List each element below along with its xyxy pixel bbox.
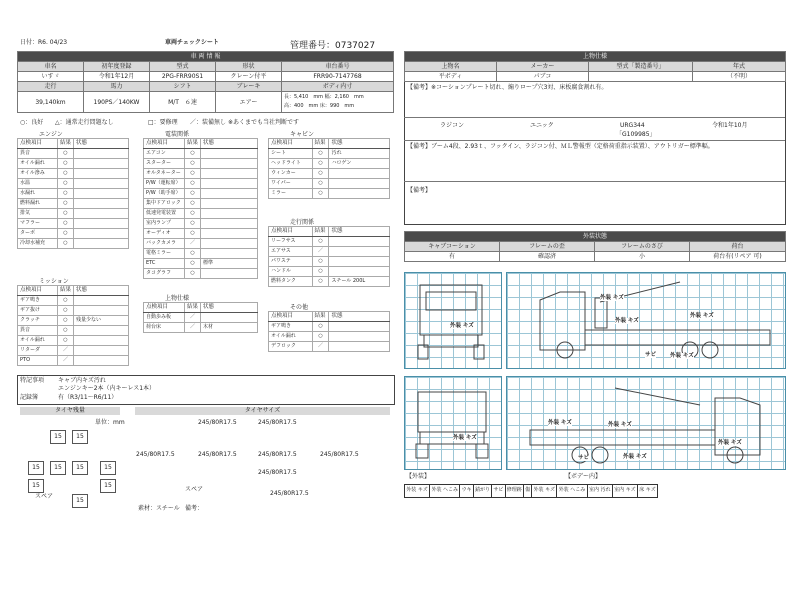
damage-mark: 外装 キズ bbox=[615, 318, 639, 324]
legend-item: 室内 キズ bbox=[612, 485, 637, 498]
col-state: 状態 bbox=[201, 303, 258, 313]
check-result: ○ bbox=[57, 229, 73, 239]
brake: エアー bbox=[216, 92, 282, 113]
legend-repair: □：要修理 bbox=[148, 119, 178, 126]
col-result: 結果 bbox=[185, 303, 201, 313]
check-result: ○ bbox=[57, 326, 73, 336]
check-item: タコグラフ bbox=[144, 269, 185, 279]
radicon-serial: 「G109985」 bbox=[616, 131, 656, 138]
frame-distortion: 確認済 bbox=[500, 252, 595, 262]
tire-size: 245/80R17.5 bbox=[258, 469, 297, 476]
dim-height: 高：400 mm bbox=[284, 103, 319, 109]
check-item: エアコン bbox=[144, 149, 185, 159]
chassis-number: FRR90-7147768 bbox=[282, 72, 394, 82]
check-item: ハンドル bbox=[269, 267, 313, 277]
col-state: 状態 bbox=[73, 286, 128, 296]
col-brake: ブレーキ bbox=[216, 82, 282, 92]
damage-mark: 外装 キズ bbox=[718, 440, 742, 446]
legend-item: 外装 キズ bbox=[532, 485, 557, 498]
col-item: 点検項目 bbox=[269, 312, 313, 322]
first-reg: 令和1年12月 bbox=[84, 72, 150, 82]
check-result: ○ bbox=[57, 209, 73, 219]
damage-mark: 外装 キズ bbox=[670, 353, 694, 359]
col-upper-name: 上物名 bbox=[405, 62, 497, 72]
check-item: 異音 bbox=[18, 326, 58, 336]
check-result: ○ bbox=[57, 179, 73, 189]
check-result: ／ bbox=[312, 342, 329, 352]
check-result: ／ bbox=[312, 247, 329, 257]
col-state: 状態 bbox=[201, 139, 258, 149]
tire-size: 245/80R17.5 bbox=[320, 451, 359, 458]
shape: クレーン付平 bbox=[216, 72, 282, 82]
outer-legend-title: 【外装】 bbox=[406, 473, 431, 480]
col-state: 状態 bbox=[73, 139, 128, 149]
damage-mark: 外装 キズ bbox=[600, 295, 624, 301]
check-item: ミラー bbox=[269, 189, 313, 199]
col-cab-caution: キャブコーション bbox=[405, 242, 500, 252]
spare-label: スペア bbox=[35, 493, 54, 500]
legend-item: サビ bbox=[492, 485, 505, 498]
col-maker: メーカー bbox=[497, 62, 589, 72]
legend-item: 外装 キズ bbox=[405, 485, 430, 498]
col-state: 状態 bbox=[329, 139, 390, 149]
check-item: オーディオ bbox=[144, 229, 185, 239]
tire-remain-value: 15 bbox=[72, 461, 88, 475]
dim-floor: 床：990 mm bbox=[319, 103, 355, 109]
check-item: 水漏れ bbox=[18, 189, 58, 199]
check-item: ヘッドライト bbox=[269, 159, 313, 169]
check-result: ○ bbox=[185, 249, 201, 259]
col-state: 状態 bbox=[329, 312, 390, 322]
check-state: ハロゲン bbox=[329, 159, 390, 169]
check-item: 低速発電装置 bbox=[144, 209, 185, 219]
check-result: ○ bbox=[312, 267, 329, 277]
bed-condition: 荷台有(リペア 可) bbox=[690, 252, 786, 262]
check-item: 水温 bbox=[18, 179, 58, 189]
check-result: ○ bbox=[185, 219, 201, 229]
check-result: ○ bbox=[57, 336, 73, 346]
legend-item: ウキ bbox=[460, 485, 473, 498]
damage-mark: 外装 キズ bbox=[450, 323, 474, 329]
check-item: ギア抜け bbox=[18, 306, 58, 316]
check-state: 汚れ bbox=[329, 149, 390, 159]
tire-note: 備考： bbox=[185, 505, 204, 512]
check-item: ターボ bbox=[18, 229, 58, 239]
check-result: ○ bbox=[312, 237, 329, 247]
check-item: マフラー bbox=[18, 219, 58, 229]
tire-size-title: タイヤサイズ bbox=[135, 407, 390, 415]
check-result: ○ bbox=[185, 259, 201, 269]
check-result: ／ bbox=[185, 239, 201, 249]
check-item: 集中ドアロック bbox=[144, 199, 185, 209]
upper-maker: パブコ bbox=[497, 72, 589, 82]
check-state: 木材 bbox=[201, 323, 258, 333]
check-item: 自動歩み板 bbox=[144, 313, 185, 323]
check-item: オイル滲み bbox=[18, 169, 58, 179]
col-state: 状態 bbox=[329, 227, 390, 237]
col-car-name: 車名 bbox=[18, 62, 84, 72]
damage-mark: 外装 キズ bbox=[690, 313, 714, 319]
col-item: 点検項目 bbox=[269, 139, 313, 149]
legend-item: 傷 bbox=[524, 485, 532, 498]
tire-size: 245/80R17.5 bbox=[258, 419, 297, 426]
check-item: 燃料タンク bbox=[269, 277, 313, 287]
check-item: PTO bbox=[18, 356, 58, 366]
record-label: 記録簿 bbox=[20, 394, 39, 401]
check-item: ETC bbox=[144, 259, 185, 269]
check-result: ○ bbox=[185, 229, 201, 239]
mission-title: ミッション bbox=[39, 278, 69, 285]
check-result: ○ bbox=[312, 277, 329, 287]
tire-size: 245/80R17.5 bbox=[198, 451, 237, 458]
col-result: 結果 bbox=[312, 312, 329, 322]
col-mileage: 走行 bbox=[18, 82, 84, 92]
tire-remain-value: 15 bbox=[50, 430, 66, 444]
upper-remark-2: 【備考】ブーム4段、2.93ｔ、フックイン、ラジコン付、ＭＬ警報型（定格荷重指示装置）、アウトリガー標準幅。 bbox=[407, 143, 714, 150]
tire-size: 245/80R17.5 bbox=[258, 451, 297, 458]
check-result: ○ bbox=[57, 149, 73, 159]
check-item: P/W（運転席） bbox=[144, 179, 185, 189]
check-item: 燃料漏れ bbox=[18, 199, 58, 209]
damage-mark: 外装 キズ bbox=[608, 422, 632, 428]
col-chassis: 車台番号 bbox=[282, 62, 394, 72]
damage-mark: 外装 キズ bbox=[548, 420, 572, 426]
upper-remark-1: 【備考】※コーションプレート切れ、煽りロープ穴3対、床板腐食割れ有。 bbox=[407, 84, 608, 91]
check-item: スターター bbox=[144, 159, 185, 169]
radicon-name: ラジコン bbox=[440, 122, 465, 129]
check-result: ○ bbox=[57, 169, 73, 179]
col-item: 点検項目 bbox=[144, 303, 185, 313]
other-title: その他 bbox=[290, 304, 309, 311]
col-upper-model: 型式「製造番号」 bbox=[589, 62, 693, 72]
check-item: オイル漏れ bbox=[18, 336, 58, 346]
check-result: ○ bbox=[312, 179, 329, 189]
col-shift: シフト bbox=[150, 82, 216, 92]
power: 190PS／140KW bbox=[84, 92, 150, 113]
check-item: 排気 bbox=[18, 209, 58, 219]
upper-name: 平ボディ bbox=[405, 72, 497, 82]
check-item: 室内ランプ bbox=[144, 219, 185, 229]
col-result: 結果 bbox=[312, 227, 329, 237]
upper-remark-3: 【備考】 bbox=[407, 187, 432, 194]
check-result: ○ bbox=[312, 332, 329, 342]
col-result: 結果 bbox=[312, 139, 329, 149]
special-label: 特記事項 bbox=[20, 377, 45, 384]
legend-item: 床 キズ bbox=[637, 485, 657, 498]
check-item: ウィンカー bbox=[269, 169, 313, 179]
check-result: ○ bbox=[57, 189, 73, 199]
tire-remain-value: 15 bbox=[28, 461, 44, 475]
damage-mark: サビ bbox=[645, 352, 657, 358]
check-result: ○ bbox=[185, 189, 201, 199]
check-result: ○ bbox=[57, 306, 73, 316]
electric-title: 電装関係 bbox=[165, 131, 190, 138]
check-item: エアサス bbox=[269, 247, 313, 257]
wheel-material: 素材：スチール bbox=[138, 505, 180, 512]
tire-remain-value: 15 bbox=[72, 494, 88, 508]
upper-year: （不明） bbox=[693, 72, 786, 82]
upper-title: 上物仕様 bbox=[165, 295, 190, 302]
check-result: ○ bbox=[312, 149, 329, 159]
check-result: ／ bbox=[185, 313, 201, 323]
check-result: ○ bbox=[185, 169, 201, 179]
check-item: 異音 bbox=[18, 149, 58, 159]
check-item: オルタネーター bbox=[144, 169, 185, 179]
sheet-title: 車両チェックシート bbox=[165, 39, 219, 46]
check-item: ワイパー bbox=[269, 179, 313, 189]
check-item: シート bbox=[269, 149, 313, 159]
model: 2PG-FRR90S1 bbox=[150, 72, 216, 82]
col-power: 馬力 bbox=[84, 82, 150, 92]
tire-remain-title: タイヤ残量 bbox=[20, 407, 120, 415]
damage-mark: サビ bbox=[578, 455, 590, 461]
spare-size: 245/80R17.5 bbox=[270, 490, 309, 497]
special-line1: キャブ内キズ汚れ bbox=[58, 377, 106, 384]
check-item: 荷台床 bbox=[144, 323, 185, 333]
damage-mark: 外装 キズ bbox=[623, 454, 647, 460]
col-item: 点検項目 bbox=[18, 286, 58, 296]
check-result: ○ bbox=[312, 322, 329, 332]
col-frame-rust: フレームのさび bbox=[595, 242, 690, 252]
legend-item: 錆がり bbox=[473, 485, 491, 498]
check-result: ／ bbox=[57, 356, 73, 366]
check-item: ギア鳴き bbox=[18, 296, 58, 306]
check-item: パワステ bbox=[269, 257, 313, 267]
tire-unit: 単位：mm bbox=[95, 419, 125, 426]
radicon-maker: ユニック bbox=[530, 122, 554, 129]
legend-item: 外装 へこみ bbox=[430, 485, 460, 498]
cab-caution: 有 bbox=[405, 252, 500, 262]
check-result: ○ bbox=[185, 209, 201, 219]
check-item: 電格ミラー bbox=[144, 249, 185, 259]
drive-title: 走行関係 bbox=[290, 219, 315, 226]
radicon-model: URG344 bbox=[620, 122, 645, 129]
col-bed: 荷台 bbox=[690, 242, 786, 252]
check-item: オイル漏れ bbox=[269, 332, 313, 342]
vehicle-info-title: 車 両 情 報 bbox=[18, 52, 394, 62]
check-result: ○ bbox=[185, 149, 201, 159]
damage-mark: 外装 キズ bbox=[453, 435, 477, 441]
check-result: ○ bbox=[312, 169, 329, 179]
exterior-title: 外装状態 bbox=[405, 232, 786, 242]
legend-item: 室内 汚れ bbox=[587, 485, 612, 498]
check-result: ○ bbox=[312, 189, 329, 199]
check-item: リターダ bbox=[18, 346, 58, 356]
check-item: 冷却水補充 bbox=[18, 239, 58, 249]
date: 日付：R6. 04/23 bbox=[20, 39, 68, 46]
tire-remain-value: 15 bbox=[50, 461, 66, 475]
col-shape: 形状 bbox=[216, 62, 282, 72]
check-state: 残量少ない bbox=[73, 316, 128, 326]
check-result: ○ bbox=[57, 296, 73, 306]
damage-legend bbox=[404, 484, 658, 498]
col-result: 結果 bbox=[57, 286, 73, 296]
special-line3: 有（R3/11～R6/11） bbox=[58, 394, 118, 401]
check-result: ○ bbox=[57, 239, 73, 249]
spare-size-label: スペア bbox=[185, 486, 204, 493]
check-result: ○ bbox=[185, 199, 201, 209]
legend-good: ○：良好 bbox=[20, 119, 44, 126]
check-result: ／ bbox=[57, 346, 73, 356]
check-result: ○ bbox=[312, 159, 329, 169]
col-frame-distortion: フレームの歪 bbox=[500, 242, 595, 252]
col-item: 点検項目 bbox=[144, 139, 185, 149]
body-legend-title: 【ボデー内】 bbox=[565, 473, 602, 480]
dim-width: 幅：2,160 mm bbox=[324, 94, 364, 100]
check-state: 標準 bbox=[201, 259, 258, 269]
col-year: 年式 bbox=[693, 62, 786, 72]
check-state: スチール 200L bbox=[329, 277, 390, 287]
tire-remain-value: 15 bbox=[72, 430, 88, 444]
dim-length: 長：5,410 mm bbox=[284, 94, 324, 100]
check-result: ○ bbox=[57, 159, 73, 169]
col-model: 型式 bbox=[150, 62, 216, 72]
col-result: 結果 bbox=[185, 139, 201, 149]
tire-remain-value: 15 bbox=[100, 461, 116, 475]
check-item: デフロック bbox=[269, 342, 313, 352]
upper-spec-title: 上物仕様 bbox=[405, 52, 786, 62]
check-result: ○ bbox=[57, 199, 73, 209]
tire-size: 245/80R17.5 bbox=[198, 419, 237, 426]
legend-item: 外装 へこみ bbox=[557, 485, 587, 498]
col-item: 点検項目 bbox=[18, 139, 58, 149]
check-item: P/W（助手席） bbox=[144, 189, 185, 199]
shift: M/T ６速 bbox=[150, 92, 216, 113]
check-item: バックカメラ bbox=[144, 239, 185, 249]
check-result: ○ bbox=[312, 257, 329, 267]
frame-rust: 小 bbox=[595, 252, 690, 262]
check-item: リーフサス bbox=[269, 237, 313, 247]
col-item: 点検項目 bbox=[269, 227, 313, 237]
check-result: ○ bbox=[57, 219, 73, 229]
mileage: 39,140km bbox=[18, 92, 84, 113]
check-result: ／ bbox=[185, 323, 201, 333]
check-item: オイル漏れ bbox=[18, 159, 58, 169]
legend-none: ／：装備無し bbox=[190, 119, 227, 126]
tire-size: 245/80R17.5 bbox=[136, 451, 175, 458]
management-number: 管理番号：0737027 bbox=[290, 41, 376, 51]
legend-ok: △：通常走行問題なし bbox=[55, 119, 114, 126]
engine-title: エンジン bbox=[39, 131, 63, 138]
check-result: ○ bbox=[57, 316, 73, 326]
car-name: いすゞ bbox=[18, 72, 84, 82]
col-result: 結果 bbox=[57, 139, 73, 149]
tire-remain-value: 15 bbox=[28, 479, 44, 493]
legend-item: 修理跡 bbox=[505, 485, 523, 498]
check-item: クラッチ bbox=[18, 316, 58, 326]
special-line2: エンジンキー2本（内キーレス1本） bbox=[58, 385, 156, 392]
col-first-reg: 初年度登録 bbox=[84, 62, 150, 72]
legend-note: ※あくまでも当社判断です bbox=[228, 119, 300, 126]
radicon-year: 令和1年10月 bbox=[712, 122, 748, 129]
check-result: ○ bbox=[185, 179, 201, 189]
cabin-title: キャビン bbox=[290, 131, 315, 138]
col-body-dims: ボディ内寸 bbox=[282, 82, 394, 92]
tire-remain-value: 15 bbox=[100, 479, 116, 493]
check-item: ギア鳴き bbox=[269, 322, 313, 332]
check-result: ○ bbox=[185, 269, 201, 279]
check-result: ○ bbox=[185, 159, 201, 169]
